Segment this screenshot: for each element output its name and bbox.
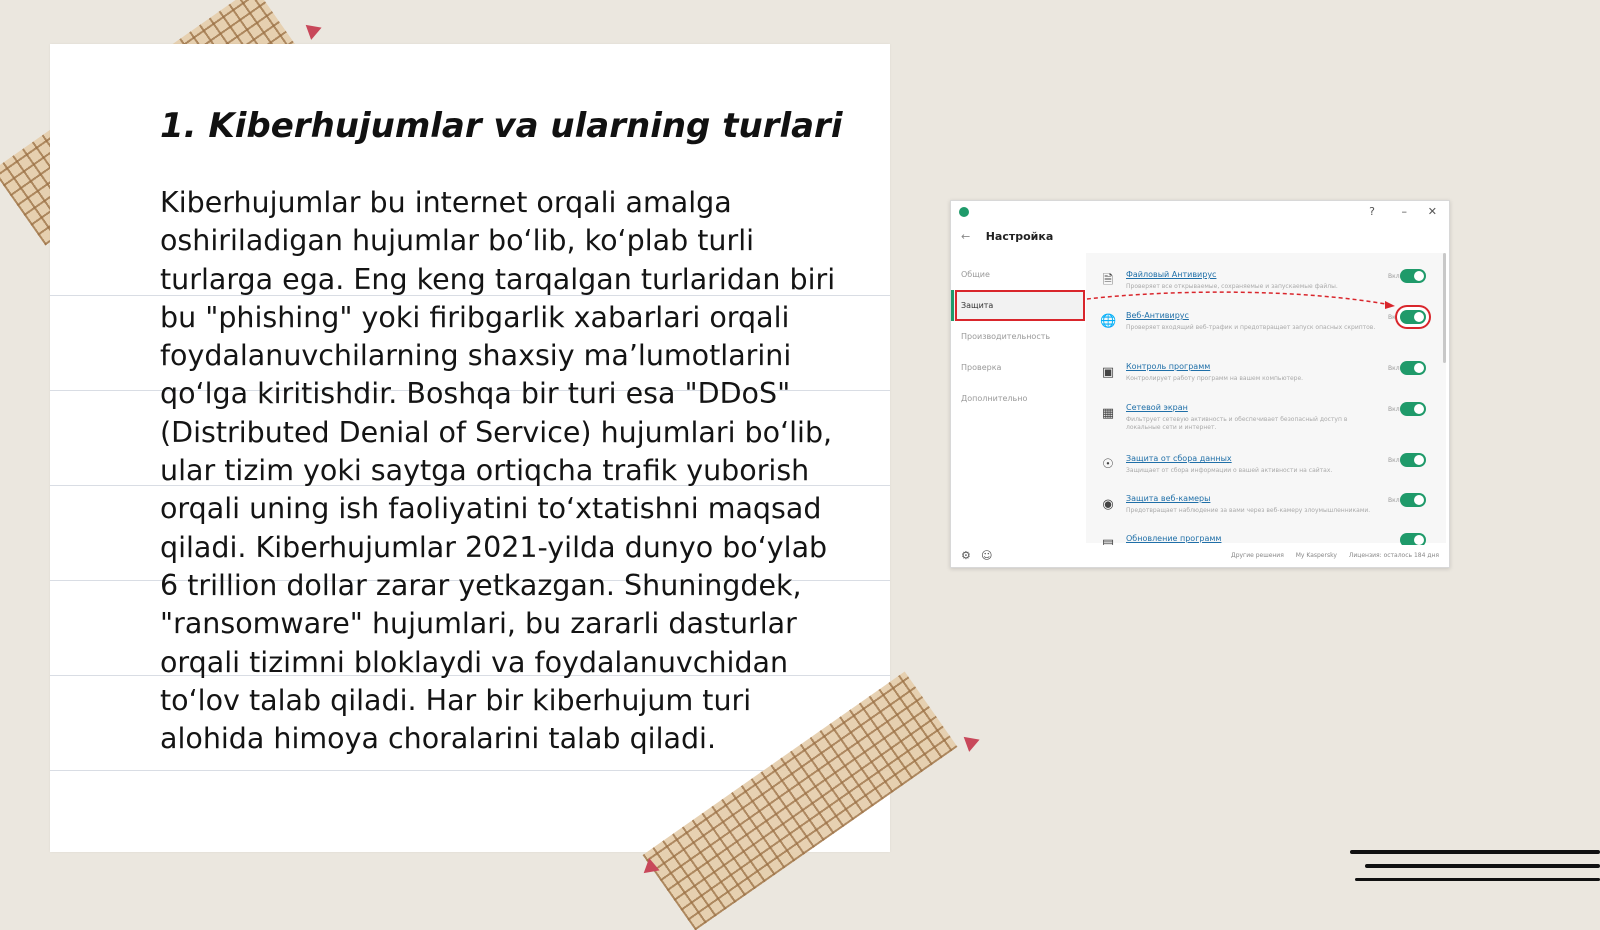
footer-links: [1221, 552, 1439, 559]
slide-title: 1. Kiberhujumlar va ularning turlari: [160, 106, 843, 146]
close-button[interactable]: ✕: [1427, 205, 1437, 218]
sidebar-item-performance[interactable]: Производительность: [961, 332, 1051, 341]
help-button[interactable]: ?: [1369, 205, 1375, 218]
settings-sidebar: [951, 259, 1085, 414]
slide-body: Kiberhujumlar bu internet orqali amalga oshiriladigan hujumlar bo‘lib, ko‘plab turli turlarga ega. Eng keng tarqalgan turlaridan biri bu "phishing" yoki firibgarlik xabarlari orqali foydalanuvchilarning shaxsiy ma’lumotlarini qo‘lga kiritishdir. Boshqa bir turi esa "DDoS" (Distributed Denial of Service) hujumlari bo‘lib, ular tizim yoki saytga ortiqcha trafik yuborish orqali uning ish faoliyatini to‘xtatishni maqsad qiladi. Kiberhujumlar 2021-yilda dunyo bo‘ylab 6 trillion dollar zarar yetkazgan. Shuningdek, "ransomware" hujumlari, bu zararli dasturlar orqali tizimni bloklaydi va foydalanuvchidan to‘lov talab qiladi. Har bir kiberhujum turi alohida himoya choralarini talab qiladi.: [160, 186, 836, 756]
component-state: Вкл: [1388, 457, 1400, 464]
component-link[interactable]: Защита от сбора данных: [1126, 454, 1232, 463]
component-link[interactable]: Защита веб-камеры: [1126, 494, 1211, 503]
footer-link-license[interactable]: Лицензия: осталось 184 дня: [1348, 552, 1439, 559]
tape-tab: [306, 20, 325, 40]
app-control-icon: ▣: [1101, 365, 1115, 380]
minimize-button[interactable]: –: [1401, 205, 1407, 218]
decorative-scribble: [1350, 850, 1600, 854]
component-state: Вкл: [1388, 365, 1400, 372]
component-state: Вкл: [1388, 273, 1400, 280]
window-title: Настройка: [985, 230, 1054, 243]
component-link[interactable]: Обновление программ: [1126, 534, 1222, 543]
window-footer: [951, 545, 1449, 567]
app-shield-icon: [959, 207, 969, 217]
back-arrow-icon[interactable]: ←: [961, 230, 971, 243]
component-description: Проверяет все открываемые, сохраняемые и запускаемые файлы.: [1126, 283, 1338, 290]
decorative-scribble: [1355, 878, 1600, 881]
globe-icon: 🌐: [1100, 314, 1117, 329]
component-description: Контролирует работу программ на вашем компьютере.: [1126, 375, 1304, 382]
footer-link-my-kaspersky[interactable]: My Kaspersky: [1295, 552, 1337, 559]
tape-tab: [964, 732, 983, 752]
decorative-scribble: [1365, 864, 1600, 868]
footer-link-other-solutions[interactable]: Другие решения: [1231, 552, 1284, 559]
list-item: [1086, 400, 1436, 448]
component-description: Проверяет входящий веб-трафик и предотвращает запуск опасных скриптов.: [1126, 324, 1376, 331]
support-icon[interactable]: ☺: [981, 549, 993, 562]
window-header: [961, 230, 1053, 243]
window-titlebar: [951, 201, 1449, 225]
file-icon: 🗎: [1102, 273, 1114, 288]
component-toggle[interactable]: [1400, 361, 1426, 375]
settings-window-screenshot: [950, 200, 1450, 568]
component-toggle[interactable]: [1400, 402, 1426, 416]
sidebar-item-additional[interactable]: Дополнительно: [961, 394, 1028, 403]
component-toggle[interactable]: [1400, 493, 1426, 507]
component-link[interactable]: Файловый Антивирус: [1126, 270, 1217, 279]
component-state: Вкл: [1388, 497, 1400, 504]
scrollbar[interactable]: [1443, 253, 1446, 363]
firewall-icon: ▦: [1101, 406, 1115, 421]
sidebar-item-scan[interactable]: Проверка: [961, 363, 1002, 372]
component-state: Вкл: [1388, 406, 1400, 413]
component-link[interactable]: Сетевой экран: [1126, 403, 1188, 412]
lined-paper: [50, 44, 890, 852]
sidebar-item-general[interactable]: Общие: [961, 270, 990, 279]
component-description: Защищает от сбора информации о вашей активности на сайтах.: [1126, 467, 1333, 474]
privacy-icon: ☉: [1102, 457, 1114, 472]
gear-icon[interactable]: ⚙: [961, 549, 971, 562]
webcam-icon: ◉: [1102, 497, 1114, 512]
component-description: Предотвращает наблюдение за вами через веб-камеру злоумышленниками.: [1126, 507, 1371, 514]
component-state: Вкл: [1388, 314, 1400, 321]
component-toggle[interactable]: [1400, 453, 1426, 467]
component-link[interactable]: Контроль программ: [1126, 362, 1211, 371]
component-toggle[interactable]: [1400, 269, 1426, 283]
component-link[interactable]: Веб-Антивирус: [1126, 311, 1189, 320]
sidebar-item-protection[interactable]: Защита: [951, 290, 1085, 321]
dashed-arrow: [1085, 293, 1405, 317]
component-description: Фильтрует сетевую активность и обеспечивает безопасный доступ в локальные сети и интернет.: [1126, 416, 1348, 431]
